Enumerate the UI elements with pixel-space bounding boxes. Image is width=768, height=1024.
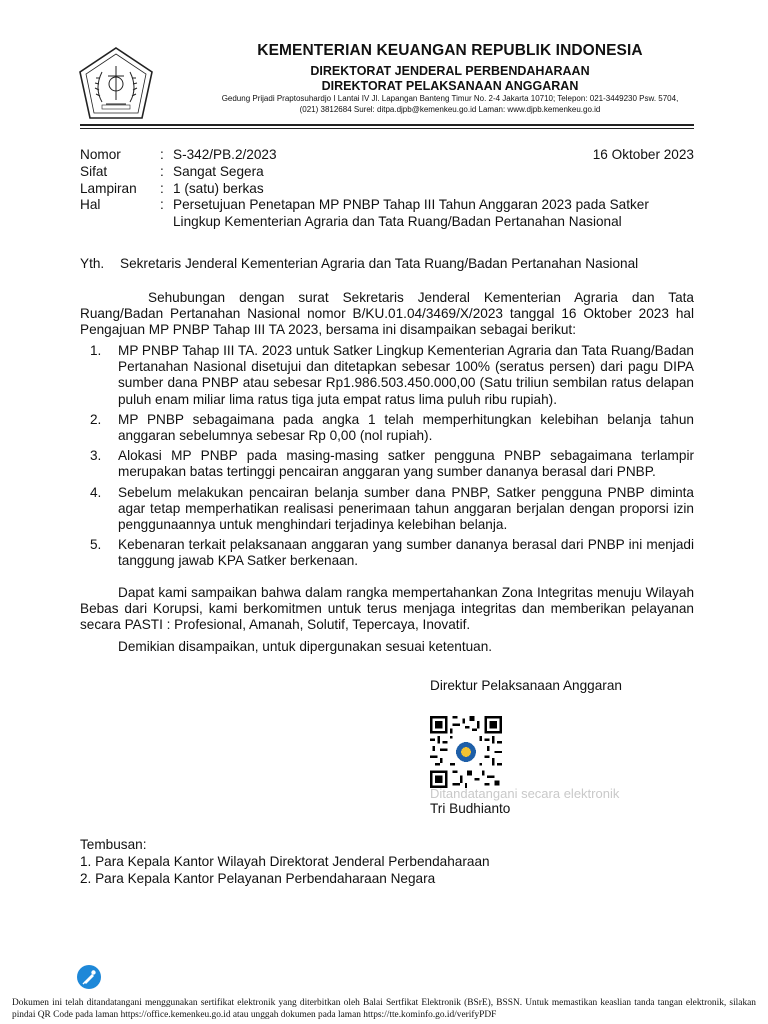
sifat-value: Sangat Segera	[173, 164, 264, 179]
hal-value: Persetujuan Penetapan MP PNBP Tahap III Tahun Anggaran 2023 pada Satker Lingkup Kementerian Agraria dan Tata Ruang/Badan Pertanahan Nasional	[173, 197, 649, 229]
addressee-value: Sekretaris Jenderal Kementerian Agraria dan Tata Ruang/Badan Pertanahan Nasional	[120, 256, 639, 271]
cc-item: 2. Para Kepala Kantor Pelayanan Perbendaharaan Negara	[80, 871, 436, 886]
letter-date: 16 Oktober 2023	[592, 147, 694, 162]
kemenkeu-emblem-icon	[72, 44, 160, 124]
hal-row	[80, 196, 694, 230]
colon: :	[160, 197, 164, 212]
list-item-text: Alokasi MP PNBP pada masing-masing satker pengguna PNBP sebagaimana terlampir merupakan batas tertinggi pencairan anggaran yang sumber dananya berasal dari PNBP.	[118, 448, 694, 480]
cc-section	[80, 836, 490, 887]
list-item	[80, 537, 694, 569]
sifat-row	[80, 163, 694, 180]
list-item-text: Kebenaran terkait pelaksanaan anggaran yang sumber dananya berasal dari PNBP ini menjadi tanggung jawab KPA Satker berkenaan.	[118, 537, 694, 569]
colon: :	[160, 181, 164, 196]
signatory-title: Direktur Pelaksanaan Anggaran	[430, 678, 622, 693]
cc-item: 1. Para Kepala Kantor Wilayah Direktorat Jenderal Perbendaharaan	[80, 854, 490, 869]
list-item	[80, 448, 694, 480]
letterhead-rule-thick	[80, 124, 694, 126]
address-line-2: (021) 3812684 Surel: ditpa.djpb@kemenkeu.go.id Laman: www.djpb.kemenkeu.go.id	[299, 104, 601, 114]
list-item-text: MP PNBP sebagaimana pada angka 1 telah memperhitungkan kelebihan belanja tahun anggaran sebelumnya sebesar Rp 0,00 (nol rupiah).	[118, 411, 694, 444]
intro-paragraph: Sehubungan dengan surat Sekretaris Jenderal Kementerian Agraria dan Tata Ruang/Badan Pertanahan Nasional nomor B/KU.01.04/3469/X/2023 tanggal 16 Oktober 2023 hal Pengajuan MP PNBP Tahap III TA 2023, bersama ini disampaikan sebagai berikut:	[80, 290, 694, 338]
list-item-number: 2.	[90, 411, 102, 427]
list-item-number: 3.	[90, 448, 102, 464]
esign-disclaimer: Dokumen ini telah ditandatangani menggunakan sertifikat elektronik yang diterbitkan oleh Balai Sertfikat Elektronik (BSrE), BSSN. Untuk memastikan keaslian tanda tangan elektronik, silakan pindai QR Code pada laman https://office.kemenkeu.go.id atau unggah dokumen pada laman https://tte.kominfo.go.id/verifyPDF	[12, 998, 756, 1020]
list-item-number: 5.	[90, 537, 102, 553]
list-item	[80, 412, 694, 444]
nomor-value: S-342/PB.2/2023	[173, 147, 277, 162]
list-item-number: 4.	[90, 484, 102, 500]
lampiran-row	[80, 180, 694, 197]
qr-code-icon[interactable]	[430, 716, 502, 788]
addressee-label: Yth.	[80, 256, 105, 271]
signatory-name: Tri Budhianto	[430, 801, 511, 816]
letterhead-rule-thin	[80, 128, 694, 129]
nomor-row	[80, 146, 694, 163]
integrity-paragraph: Dapat kami sampaikan bahwa dalam rangka mempertahankan Zona Integritas menuju Wilayah Bebas dari Korupsi, kami berkomitmen untuk terus menjaga integritas dan memberikan pelayanan secara PASTI : Profesional, Amanah, Solutif, Tepercaya, Inovatif.	[80, 585, 694, 633]
letterhead-address	[160, 94, 740, 115]
nomor-label: Nomor	[80, 147, 121, 162]
bsre-seal-icon	[76, 964, 102, 990]
lampiran-label: Lampiran	[80, 181, 137, 196]
address-line-1: Gedung Prijadi Praptosuhardjo I Lantai IV Jl. Lapangan Banteng Timur No. 2-4 Jakarta 10710; Telepon: 021-3449230 Psw. 5704,	[221, 94, 679, 103]
cc-label: Tembusan:	[80, 837, 147, 852]
directorate-name: DIREKTORAT PELAKSANAAN ANGGARAN	[321, 79, 579, 93]
colon: :	[160, 164, 164, 179]
ministry-name: KEMENTERIAN KEUANGAN REPUBLIK INDONESIA	[257, 42, 643, 59]
list-item-text: Sebelum melakukan pencairan belanja sumber dana PNBP, Satker pengguna PNBP diminta agar tetap memperhatikan realisasi penerimaan tahun anggaran berjalan dengan proporsi izin penggunaannya untuk menghindari terjadinya kelebihan belanja.	[118, 484, 694, 533]
decision-list	[80, 343, 694, 574]
lampiran-value: 1 (satu) berkas	[173, 181, 264, 196]
list-item-number: 1.	[90, 343, 102, 358]
directorate-general-name: DIREKTORAT JENDERAL PERBENDAHARAAN	[310, 64, 590, 78]
list-item	[80, 343, 694, 408]
sifat-label: Sifat	[80, 164, 108, 179]
electronic-signature-note: Ditandatangani secara elektronik	[430, 786, 620, 801]
list-item-text: MP PNBP Tahap III TA. 2023 untuk Satker Lingkup Kementerian Agraria dan Tata Ruang/Badan Pertanahan Nasional disetujui dan ditetapkan sebesar 100% (seratus persen) dari pagu DIPA sumber dana PNBP atau sebesar Rp1.986.503.450.000,00 (Satu triliun sembilan ratus delapan puluh enam miliar lima ratus tiga juta empat ratus lima puluh ribu rupiah).	[118, 343, 694, 407]
addressee	[80, 256, 694, 273]
colon: :	[160, 147, 164, 162]
hal-label: Hal	[80, 197, 101, 212]
list-item	[80, 485, 694, 534]
closing-paragraph: Demikian disampaikan, untuk dipergunakan sesuai ketentuan.	[118, 639, 493, 654]
